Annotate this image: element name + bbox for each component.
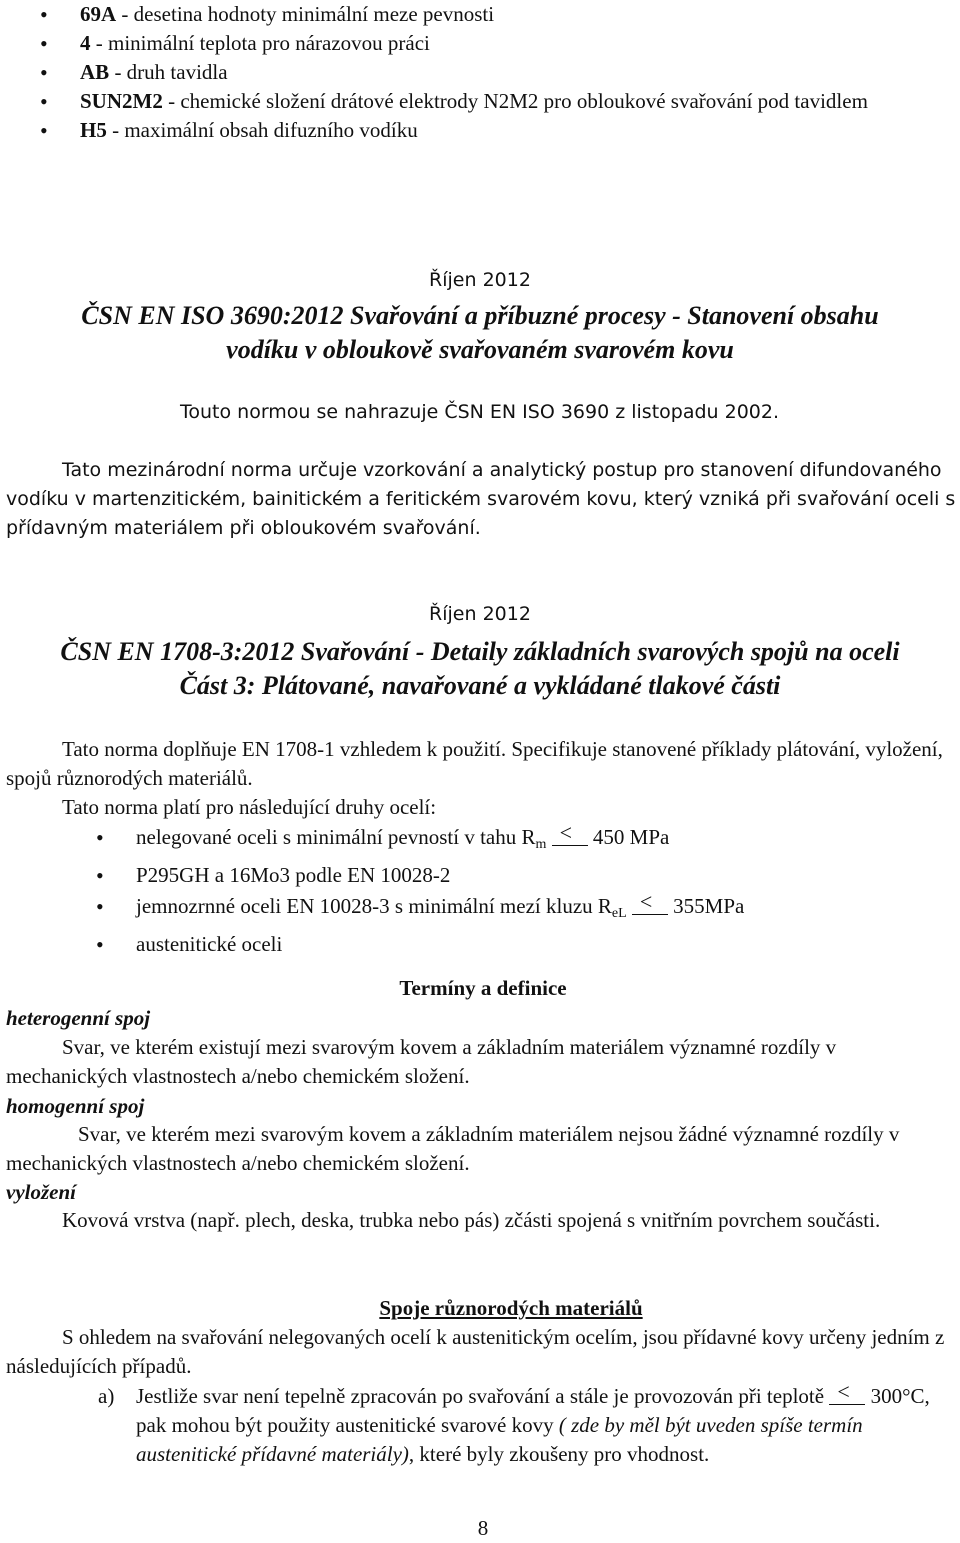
term-heterogeneous-definition: Svar, ve kterém existují mezi svarovým kovem a základním materiálem významné rozdíly v mechanických vlastnostech a/nebo chemickém složení. (6, 1035, 837, 1088)
joints-intro: S ohledem na svařování nelegovaných ocelí k austenitickým ocelím, jsou přídavné kovy určeny jedním z následujících případů. (6, 1325, 945, 1378)
case-a-text: Jestliže svar není tepelně zpracován po svařování a stále je provozován při teplotě < 300°C, pak mohou být použity austenitické svarové kovy ( zde by měl být uveden spíše termín austenitické přídavné materiály), které byly zkoušeny pro vhodnost. (136, 1382, 936, 1469)
term-homogeneous-definition: Svar, ve kterém mezi svarovým kovem a základním materiálem nejsou žádné významné rozdíly v mechanických vlastnostech a/nebo chemickém složení. (6, 1122, 900, 1175)
term-homogeneous: homogenní spoj (6, 1094, 145, 1118)
sec1-title-line2: vodíku v obloukově svařovaném svarovém kovu (226, 335, 734, 364)
sec2-title-line1: ČSN EN 1708-3:2012 Svařování - Detaily základních svarových spojů na oceli (60, 637, 900, 666)
sec2-para2: Tato norma platí pro následující druhy ocelí: (62, 795, 437, 819)
case-a-label: a) (98, 1384, 115, 1408)
sec2-para1: Tato norma doplňuje EN 1708-1 vzhledem k použití. Specifikuje stanovené příklady plátování, vyložení, spojů různorodých materiálů. (6, 737, 943, 790)
term-heterogeneous: heterogenní spoj (6, 1006, 151, 1030)
list-item: • nelegované oceli s minimální pevností v tahu $R_m < 450$ MPa (56, 822, 936, 860)
less-equal-icon (632, 896, 668, 915)
list-item: • AB - druh tavidla (0, 58, 930, 87)
sec1-date: Říjen 2012 (429, 269, 531, 291)
page-number: 8 (477, 1516, 489, 1540)
sec1-replaces: Touto normou se nahrazuje ČSN EN ISO 3690 z listopadu 2002. (180, 401, 780, 423)
term-lining-definition: Kovová vrstva (např. plech, deska, trubka nebo pás) zčásti spojená s vnitřním povrchem součásti. (62, 1208, 881, 1232)
list-item: • austenitické oceli (56, 929, 936, 960)
term-lining: vyložení (6, 1180, 76, 1204)
less-equal-icon (829, 1386, 865, 1405)
list-item: • P295GH a 16Mo3 podle EN 10028-2 (56, 860, 936, 891)
list-item: • 4 - minimální teplota pro nárazovou práci (0, 29, 930, 58)
sec1-body: Tato mezinárodní norma určuje vzorkování a analytický postup pro stanovení difundovaného vodíku v martenzitickém, bainitickém a feritickém svarovém kovu, který vzniká při svařování oceli s přídavným materiálem při obloukovém svařování. (6, 459, 956, 539)
steel-types-list (56, 822, 936, 960)
parameter-list (0, 0, 930, 145)
terms-heading: Termíny a definice (399, 976, 567, 1000)
less-equal-icon (552, 827, 588, 846)
joints-heading: Spoje různorodých materiálů (379, 1296, 643, 1320)
list-item: • jemnozrnné oceli EN 10028-3 s minimální mezí kluzu $R_{eL} < 355MPa$ (56, 891, 936, 929)
list-item: • H5 - maximální obsah difuzního vodíku (0, 116, 930, 145)
sec2-date: Říjen 2012 (429, 603, 531, 625)
sec2-title-line2: Část 3: Plátované, navařované a vykládané tlakové části (179, 671, 781, 700)
sec1-title-line1: ČSN EN ISO 3690:2012 Svařování a příbuzné procesy - Stanovení obsahu (81, 301, 879, 330)
list-item: • 69A - desetina hodnoty minimální meze pevnosti (0, 0, 930, 29)
list-item: • SUN2M2 - chemické složení drátové elektrody N2M2 pro obloukové svařování pod tavidlem (0, 87, 930, 116)
